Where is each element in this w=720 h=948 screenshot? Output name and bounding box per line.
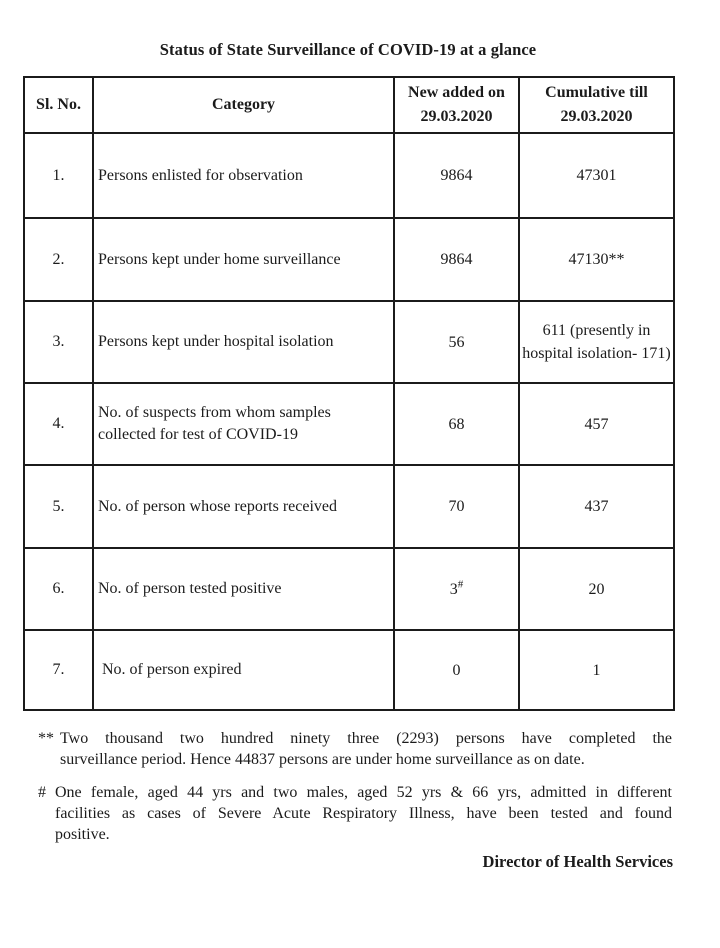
cell-cumulative: 437 (519, 465, 674, 548)
cell-category: No. of person tested positive (93, 548, 394, 630)
cell-sl-no: 7. (24, 630, 93, 710)
signature-director-of-health-services: Director of Health Services (482, 852, 673, 871)
cell-cumulative: 1 (519, 630, 674, 710)
footnote-line (38, 782, 672, 803)
footnote-line: surveillance period. Hence 44837 persons are under home surveillance as on date. (60, 751, 585, 768)
footnote-line: positive. (55, 826, 110, 843)
header-sl-no: Sl. No. (24, 77, 93, 133)
footnote-double-asterisk (38, 728, 672, 770)
header-new-added-line1: New added on (408, 84, 505, 101)
cell-cumulative: 611 (presently in hospital isolation- 171) (519, 301, 674, 383)
cell-category: No. of person whose reports received (93, 465, 394, 548)
cell-new-added: 56 (394, 301, 519, 383)
header-category: Category (93, 77, 394, 133)
table-row (24, 301, 674, 383)
cell-sl-no: 5. (24, 465, 93, 548)
footnote-hash (38, 782, 672, 845)
hash-marker: # (38, 784, 46, 801)
cell-cumulative: 457 (519, 383, 674, 465)
surveillance-status-table (23, 76, 675, 711)
cell-sl-no: 4. (24, 383, 93, 465)
cell-category: Persons enlisted for observation (93, 133, 394, 218)
cell-category: No. of suspects from whom samples collected for test of COVID-19 (93, 383, 394, 465)
table-row (24, 133, 674, 218)
cell-cumulative: 47130** (519, 218, 674, 301)
double-asterisk-marker: ** (38, 730, 54, 747)
footnote-line (38, 728, 672, 749)
cell-category: Persons kept under home surveillance (93, 218, 394, 301)
header-new-added (394, 77, 519, 133)
document-title: Status of State Surveillance of COVID-19 at a glance (159, 40, 537, 59)
header-cumulative (519, 77, 674, 133)
footnote-text: One female, aged 44 yrs and two males, aged 52 yrs & 66 yrs, admitted in different (55, 784, 672, 801)
value-tested-positive: 3 (449, 580, 458, 598)
hash-superscript: # (457, 578, 464, 591)
table-header-row (24, 77, 674, 133)
table-row (24, 465, 674, 548)
header-new-added-line2: 29.03.2020 (420, 108, 493, 125)
cell-sl-no: 2. (24, 218, 93, 301)
table-row (24, 383, 674, 465)
footnote-text: Two thousand two hundred ninety three (2293) persons have completed the (60, 730, 672, 747)
cell-category: No. of person expired (93, 630, 394, 710)
cell-new-added (394, 548, 519, 630)
table-row (24, 548, 674, 630)
cell-cumulative: 20 (519, 548, 674, 630)
cell-new-added: 9864 (394, 133, 519, 218)
header-cumulative-line1: Cumulative till (545, 84, 648, 101)
cell-new-added: 0 (394, 630, 519, 710)
cell-sl-no: 3. (24, 301, 93, 383)
cell-category: Persons kept under hospital isolation (93, 301, 394, 383)
header-cumulative-line2: 29.03.2020 (560, 108, 633, 125)
cell-new-added: 70 (394, 465, 519, 548)
cell-new-added: 9864 (394, 218, 519, 301)
cell-sl-no: 1. (24, 133, 93, 218)
table-row (24, 218, 674, 301)
cell-new-added: 68 (394, 383, 519, 465)
cell-sl-no: 6. (24, 548, 93, 630)
cell-cumulative: 47301 (519, 133, 674, 218)
footnote-line: facilities as cases of Severe Acute Respiratory Illness, have been tested and found (55, 805, 672, 822)
table-row (24, 630, 674, 710)
